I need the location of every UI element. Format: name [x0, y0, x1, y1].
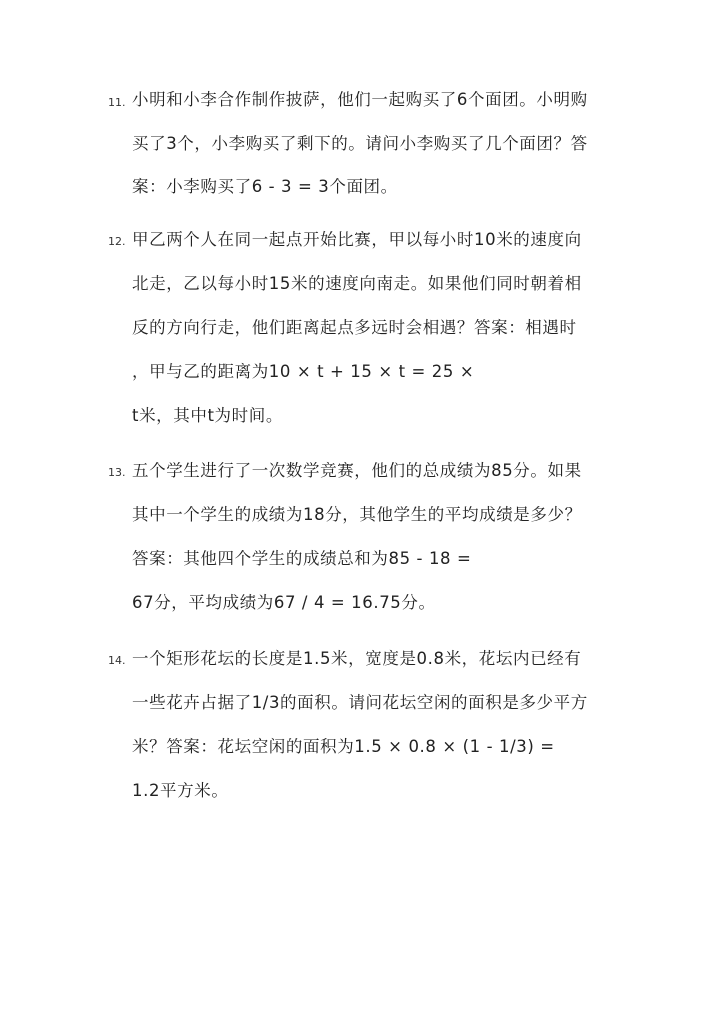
problem-number: 12. [108, 235, 126, 248]
problem-text-line: ，甲与乙的距离为10 × t + 15 × t = 25 × [132, 362, 475, 381]
problem-number: 13. [108, 466, 126, 479]
problem-text-line: 其中一个学生的成绩为18分，其他学生的平均成绩是多少？ [132, 505, 582, 524]
problem-text-line: 一个矩形花坛的长度是1.5米，宽度是0.8米，花坛内已经有 [132, 649, 582, 668]
problem-text-line: 1.2平方米。 [132, 781, 229, 800]
problem-number: 11. [108, 96, 126, 109]
problem-text-line: t米，其中t为时间。 [132, 406, 283, 425]
problem-number: 14. [108, 654, 126, 667]
problem-text-line: 北走，乙以每小时15米的速度向南走。如果他们同时朝着相 [132, 274, 582, 293]
problem-text-line: 五个学生进行了一次数学竞赛，他们的总成绩为85分。如果 [132, 461, 582, 480]
problem-text-line: 甲乙两个人在同一起点开始比赛，甲以每小时10米的速度向 [132, 230, 582, 249]
problem-text-line: 反的方向行走，他们距离起点多远时会相遇？答案：相遇时 [132, 318, 577, 337]
problem-text-line: 米？答案：花坛空闲的面积为1.5 × 0.8 × (1 - 1/3) = [132, 737, 555, 756]
problem-text-line: 一些花卉占据了1/3的面积。请问花坛空闲的面积是多少平方 [132, 693, 588, 712]
problem-text-line: 案：小李购买了6 - 3 = 3个面团。 [132, 177, 398, 196]
problem-text-line: 67分，平均成绩为67 / 4 = 16.75分。 [132, 593, 436, 612]
problem-text-line: 答案：其他四个学生的成绩总和为85 - 18 = [132, 549, 472, 568]
problem-text-line: 买了3个，小李购买了剩下的。请问小李购买了几个面团？答 [132, 134, 588, 153]
problem-text-line: 小明和小李合作制作披萨，他们一起购买了6个面团。小明购 [132, 90, 588, 109]
